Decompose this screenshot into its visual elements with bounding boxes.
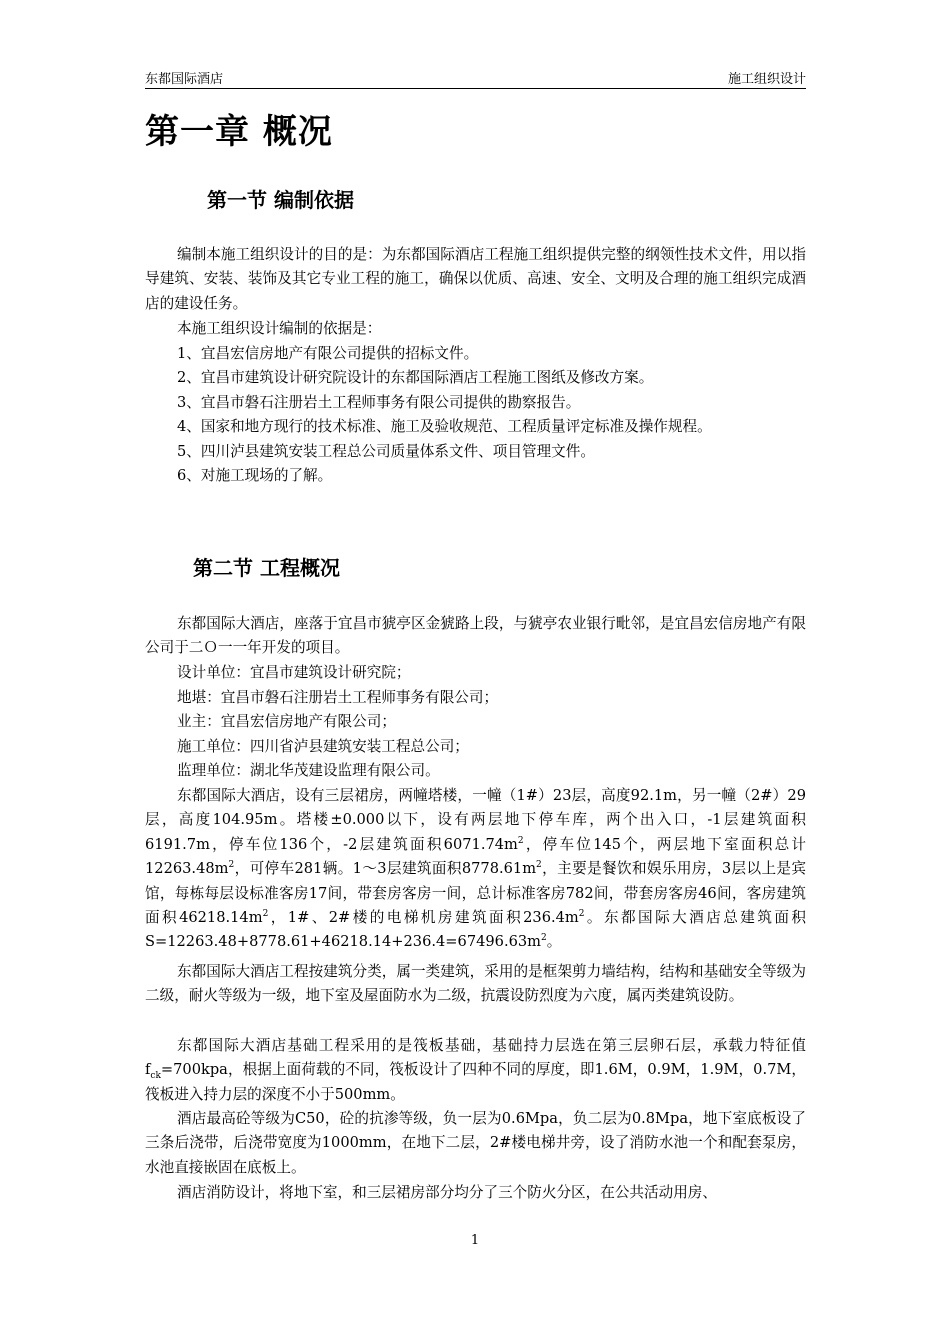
project-intro: 东都国际大酒店，座落于宜昌市猇亭区金猇路上段，与猇亭农业银行毗邻，是宜昌宏信房地产有限公司于二Ｏ一一年开发的项目。 bbox=[145, 615, 806, 657]
unit-supervision: 监理单位：湖北华茂建设监理有限公司。 bbox=[177, 762, 440, 779]
header-right: 施工组织设计 bbox=[727, 72, 806, 87]
basis-item-6: 6、对施工现场的了解。 bbox=[177, 467, 333, 484]
unit-construction: 施工单位：四川省泸县建筑安装工程总公司； bbox=[177, 738, 469, 755]
purpose-paragraph: 编制本施工组织设计的目的是：为东都国际酒店工程施工组织提供完整的纲领性技术文件，用以指导建筑、安装、装饰及其它专业工程的施工，确保以优质、高速、安全、文明及合理的施工组织完成酒店的建设任务。 bbox=[145, 246, 806, 312]
building-paragraph: 东都国际大酒店，设有三层裙房，两幢塔楼，一幢（1#）23层，高度92.1m，另一幢（2#）29层，高度104.95m。塔楼±0.000以下，设有两层地下停车库，两个出入口，-1层建筑面积6191.7m，停车位136个，-2层建筑面积$6071.74m^2$，停车位145个，两层地下室面积总计$12263.48m^2$，可停车281辆。1～3层建筑面积$8778.61m^2$，主要是餐饮和娱乐用房，3层以上是宾馆，每栋每层设标准客房17间，带套房客房一间，总计标准客房782间，带套房客房46间，客房建筑面积$46218.14m^2$，1#、2#楼的电梯机房建筑面积$236.4m^2$。东都国际大酒店总建筑面积$S=12263.48+8778.61+46218.14+236.4=67496.63m^2$。 bbox=[145, 787, 806, 951]
section-title-2: 第二节 工程概况 bbox=[193, 556, 340, 580]
basis-item-4: 4、国家和地方现行的技术标准、施工及验收规范、工程质量评定标准及操作规程。 bbox=[177, 418, 712, 435]
classification-paragraph: 东都国际大酒店工程按建筑分类，属一类建筑，采用的是框架剪力墙结构，结构和基础安全等级为二级，耐火等级为一级，地下室及屋面防水为二级，抗震设防烈度为六度，属丙类建筑设防。 bbox=[145, 963, 806, 1005]
basis-intro: 本施工组织设计编制的依据是： bbox=[177, 320, 382, 337]
chapter-title: 第一章 概况 bbox=[145, 112, 333, 152]
unit-survey: 地堪：宜昌市磐石注册岩土工程师事务有限公司； bbox=[177, 689, 499, 706]
unit-design: 设计单位：宜昌市建筑设计研究院； bbox=[177, 664, 411, 681]
concrete-paragraph: 酒店最高砼等级为C50，砼的抗渗等级，负一层为0.6Mpa，负二层为0.8Mpa，地下室底板设了三条后浇带，后浇带宽度为1000mm，在地下二层，2#楼电梯井旁，设了消防水池一个和配套泵房，水池直接嵌固在底板上。 bbox=[145, 1110, 806, 1176]
unit-owner: 业主：宜昌宏信房地产有限公司； bbox=[177, 713, 396, 730]
page-header bbox=[145, 66, 806, 89]
basis-item-1: 1、宜昌宏信房地产有限公司提供的招标文件。 bbox=[177, 345, 479, 362]
basis-item-2: 2、宜昌市建筑设计研究院设计的东都国际酒店工程施工图纸及修改方案。 bbox=[177, 369, 654, 386]
page-number: 1 bbox=[470, 1233, 480, 1248]
section-title-1: 第一节 编制依据 bbox=[207, 188, 354, 212]
header-left: 东都国际酒店 bbox=[145, 72, 224, 87]
fire-paragraph: 酒店消防设计，将地下室，和三层裙房部分均分了三个防火分区，在公共活动用房、 bbox=[177, 1184, 717, 1201]
basis-item-3: 3、宜昌市磐石注册岩土工程师事务有限公司提供的勘察报告。 bbox=[177, 394, 581, 411]
basis-item-5: 5、四川泸县建筑安装工程总公司质量体系文件、项目管理文件。 bbox=[177, 443, 595, 460]
foundation-paragraph: 东都国际大酒店基础工程采用的是筏板基础，基础持力层选在第三层卵石层，承载力特征值$f_{ck}=700kpa$，根据上面荷载的不同，筏板设计了四种不同的厚度，即1.6M，0.9M，1.9M，0.7M，筏板进入持力层的深度不小于500mm。 bbox=[145, 1037, 806, 1103]
